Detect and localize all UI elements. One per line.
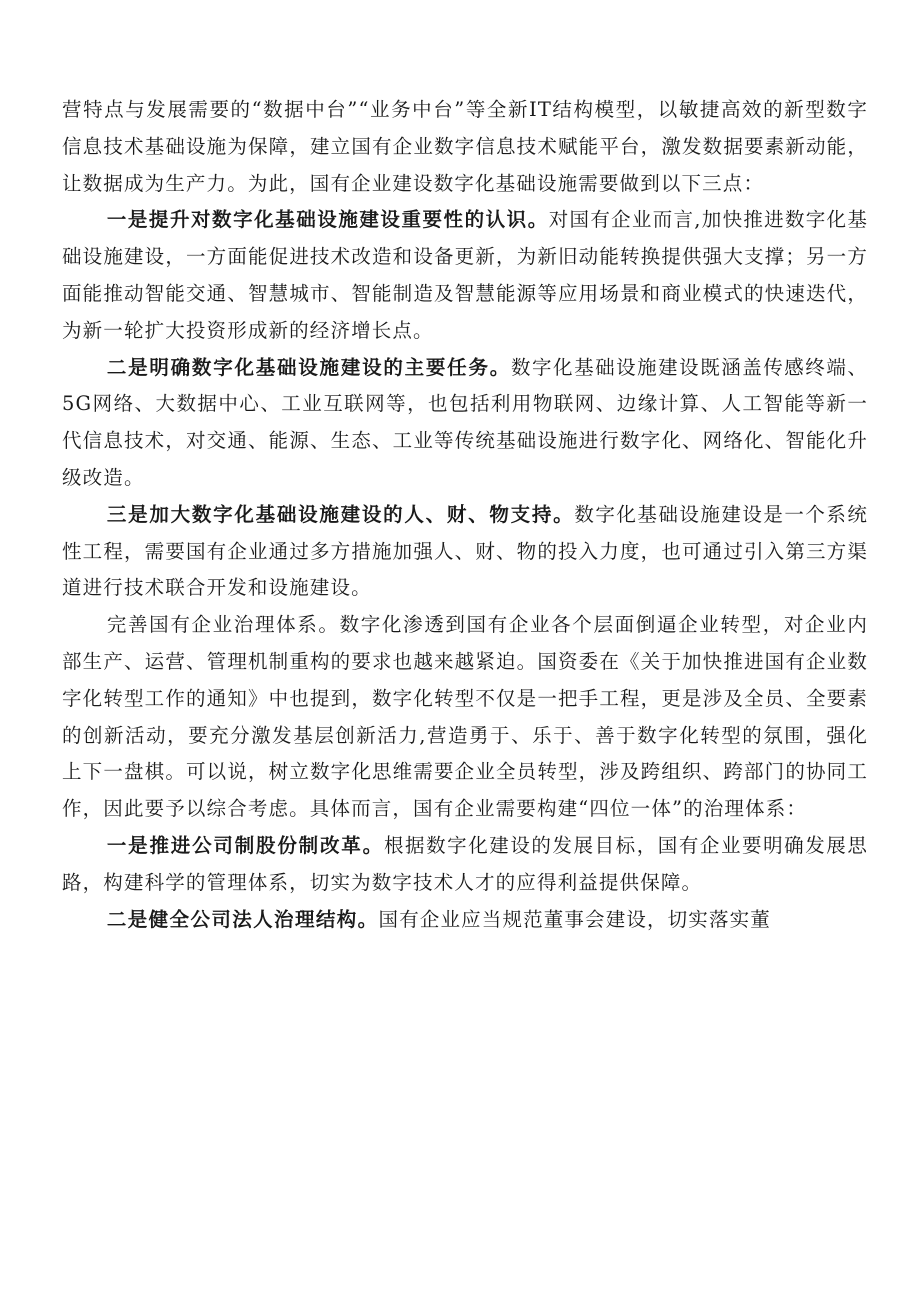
paragraph-governance-one	[62, 828, 868, 902]
paragraph-lead: 一是提升对数字化基础设施建设重要性的认识。	[106, 208, 549, 232]
paragraph-point-one	[62, 202, 868, 349]
paragraph-point-three	[62, 497, 868, 607]
paragraph-body: 完善国有企业治理体系。数字化渗透到国有企业各个层面倒逼企业转型，对企业内部生产、运营、管理机制重构的要求也越来越紧迫。国资委在《关于加快推进国有企业数字化转型工作的通知》中也提到，数字化转型不仅是一把手工程，更是涉及全员、全要素的创新活动，要充分激发基层创新活力,营造勇于、乐于、善于数字化转型的氛围，强化上下一盘棋。可以说，树立数字化思维需要企业全员转型，涉及跨组织、跨部门的协同工作，因此要予以综合考虑。具体而言，国有企业需要构建“四位一体”的治理体系：	[62, 613, 868, 821]
paragraph-governance	[62, 607, 868, 828]
paragraph-lead: 二是明确数字化基础设施建设的主要任务。	[106, 355, 511, 379]
paragraph-body: 对国有企业而言,加快推进数字化基础设施建设，一方面能促进技术改造和设备更新，为新旧动能转换提供强大支撑；另一方面能推动智能交通、智慧城市、智能制造及智慧能源等应用场景和商业模式的快速迭代，为新一轮扩大投资形成新的经济增长点。	[62, 208, 868, 342]
paragraph-body: 营特点与发展需要的“数据中台”“业务中台”等全新IT结构模型，以敏捷高效的新型数字信息技术基础设施为保障，建立国有企业数字信息技术赋能平台，激发数据要素新动能，让数据成为生产力。为此，国有企业建设数字化基础设施需要做到以下三点：	[62, 98, 868, 195]
document-page	[62, 92, 868, 938]
paragraph-lead: 二是健全公司法人治理结构。	[106, 907, 379, 931]
paragraph-body: 国有企业应当规范董事会建设，切实落实董	[378, 907, 771, 931]
paragraph-body: 数字化基础设施建设既涵盖传感终端、5G网络、大数据中心、工业互联网等，也包括利用物联网、边缘计算、人工智能等新一代信息技术，对交通、能源、生态、工业等传统基础设施进行数字化、网络化、智能化升级改造。	[62, 355, 868, 489]
paragraph-body: 根据数字化建设的发展目标，国有企业要明确发展思路，构建科学的管理体系，切实为数字技术人才的应得利益提供保障。	[62, 833, 869, 894]
paragraph-lead: 三是加大数字化基础设施建设的人、财、物支持。	[106, 502, 575, 526]
paragraph-point-two	[62, 350, 868, 497]
paragraph-intro-continuation	[62, 92, 868, 202]
paragraph-lead: 一是推进公司制股份制改革。	[106, 833, 384, 857]
paragraph-body: 数字化基础设施建设是一个系统性工程，需要国有企业通过多方措施加强人、财、物的投入力度，也可通过引入第三方渠道进行技术联合开发和设施建设。	[62, 502, 868, 600]
paragraph-governance-two	[62, 902, 868, 939]
